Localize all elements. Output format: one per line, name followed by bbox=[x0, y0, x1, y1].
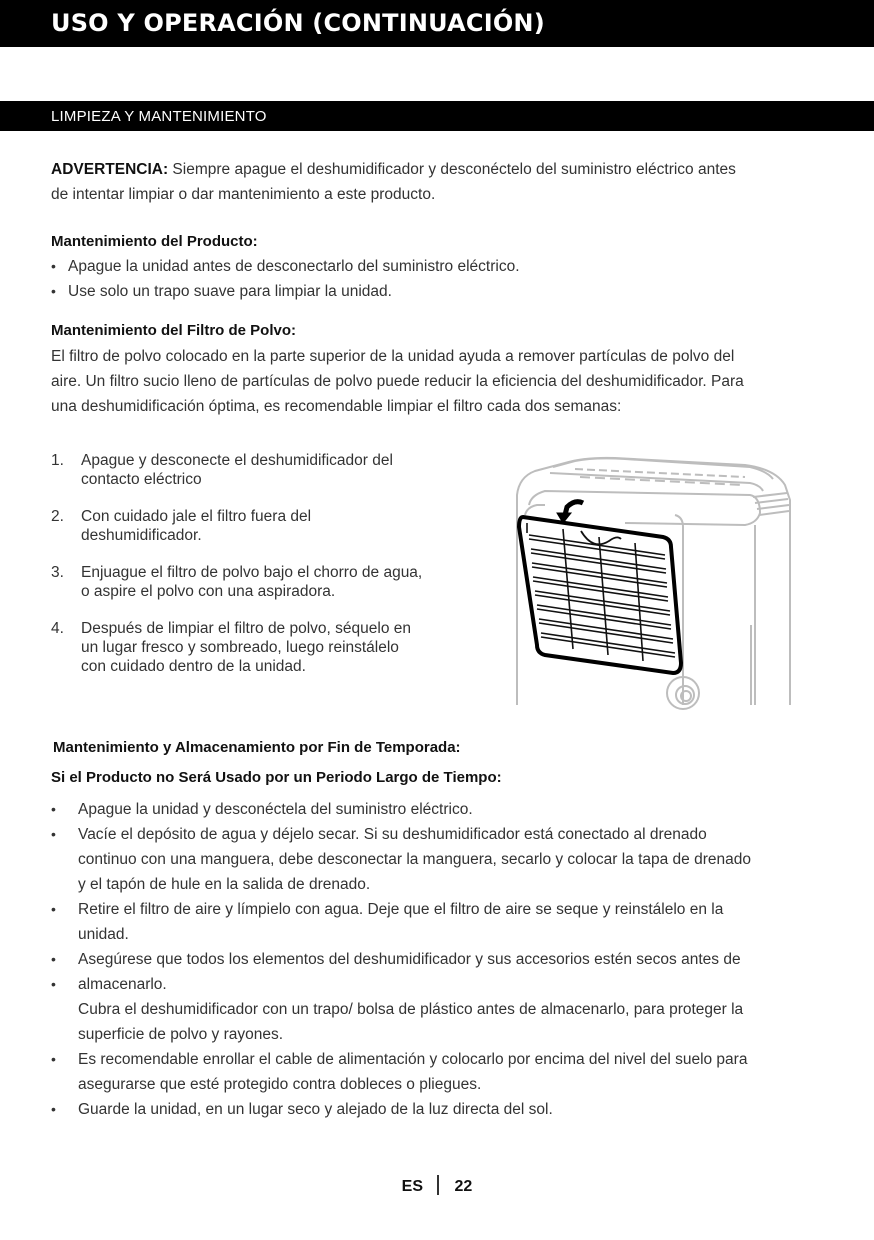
bullet-icon: • bbox=[51, 1101, 56, 1117]
bullet-icon: • bbox=[51, 951, 56, 967]
filter-maintenance-paragraph bbox=[51, 344, 831, 419]
list-item: • Asegúrese que todos los elementos del deshumidificador y sus accesorios estén secos antes de bbox=[51, 947, 841, 972]
step-text: Apague y desconecte el deshumidificador del bbox=[81, 452, 393, 469]
warning-label: ADVERTENCIA: bbox=[51, 161, 169, 178]
step-text: contacto eléctrico bbox=[81, 471, 202, 488]
step-item bbox=[51, 451, 471, 489]
bullet-icon: • bbox=[51, 976, 56, 992]
paragraph-line: El filtro de polvo colocado en la parte superior de la unidad ayuda a remover partículas de polvo del bbox=[51, 348, 735, 365]
list-item: • Apague la unidad antes de desconectarlo del suministro eléctrico. bbox=[51, 254, 520, 279]
page-header bbox=[0, 0, 874, 47]
step-number: 1. bbox=[51, 452, 64, 469]
page-footer bbox=[0, 1178, 874, 1196]
step-text: deshumidificador. bbox=[81, 527, 202, 544]
warning-text-line2: de intentar limpiar o dar mantenimiento a este producto. bbox=[51, 186, 436, 203]
step-text: Después de limpiar el filtro de polvo, séquelo en bbox=[81, 620, 411, 637]
step-text: un lugar fresco y sombreado, luego reinstálelo bbox=[81, 639, 399, 656]
list-item: • Vacíe el depósito de agua y déjelo secar. Si su deshumidificador está conectado al drenado continuo con una manguera, debe desconectar la manguera, secarlo y colocar la tapa de drenado y el tapón de hule en la salida de drenado. bbox=[51, 822, 841, 897]
language-label: ES bbox=[401, 1178, 424, 1195]
bullet-icon: • bbox=[51, 826, 56, 842]
page-title: USO Y OPERACIÓN (CONTINUACIÓN) bbox=[51, 9, 545, 37]
step-text: Enjuague el filtro de polvo bajo el chorro de agua, bbox=[81, 564, 423, 581]
list-item: • almacenarlo. Cubra el deshumidificador con un trapo/ bolsa de plástico antes de almacenarlo, para proteger la superficie de polvo y rayones. bbox=[51, 972, 841, 1047]
warning-text-line1: Siempre apague el deshumidificador y desconéctelo del suministro eléctrico antes bbox=[168, 161, 736, 178]
dehumidifier-icon bbox=[505, 455, 805, 710]
paragraph-line: una deshumidificación óptima, es recomendable limpiar el filtro cada dos semanas: bbox=[51, 398, 622, 415]
footer-divider bbox=[437, 1175, 439, 1195]
paragraph-line: aire. Un filtro sucio lleno de partículas de polvo puede reducir la eficiencia del deshumidificador. Para bbox=[51, 373, 744, 390]
step-text: Con cuidado jale el filtro fuera del bbox=[81, 508, 312, 525]
step-item bbox=[51, 563, 471, 601]
step-item bbox=[51, 619, 471, 676]
list-item: • Apague la unidad y desconéctela del suministro eléctrico. bbox=[51, 797, 841, 822]
step-text: o aspire el polvo con una aspiradora. bbox=[81, 583, 336, 600]
filter-cleaning-steps bbox=[51, 451, 471, 694]
list-item: • Es recomendable enrollar el cable de alimentación y colocarlo por encima del nivel del suelo para asegurarse que esté protegido contra dobleces o pliegues. bbox=[51, 1047, 841, 1097]
step-text: con cuidado dentro de la unidad. bbox=[81, 658, 306, 675]
bullet-icon: • bbox=[51, 283, 56, 299]
bullet-icon: • bbox=[51, 258, 56, 274]
dehumidifier-filter-illustration bbox=[505, 455, 805, 710]
list-item: • Use solo un trapo suave para limpiar la unidad. bbox=[51, 279, 392, 304]
season-end-subheading: Si el Producto no Será Usado por un Periodo Largo de Tiempo: bbox=[51, 769, 502, 786]
warning-paragraph bbox=[51, 157, 831, 207]
step-number: 2. bbox=[51, 508, 64, 525]
bullet-icon: • bbox=[51, 801, 56, 817]
step-item bbox=[51, 507, 471, 545]
page-number: 22 bbox=[454, 1178, 473, 1195]
bullet-icon: • bbox=[51, 1051, 56, 1067]
product-maintenance-heading: Mantenimiento del Producto: bbox=[51, 233, 258, 250]
bullet-icon: • bbox=[51, 901, 56, 917]
section-title: LIMPIEZA Y MANTENIMIENTO bbox=[51, 108, 267, 125]
filter-maintenance-heading: Mantenimiento del Filtro de Polvo: bbox=[51, 322, 297, 339]
step-number: 4. bbox=[51, 620, 64, 637]
step-number: 3. bbox=[51, 564, 64, 581]
section-header bbox=[0, 101, 874, 131]
list-item: • Retire el filtro de aire y límpielo con agua. Deje que el filtro de aire se seque y reinstálelo en la unidad. bbox=[51, 897, 841, 947]
season-end-heading: Mantenimiento y Almacenamiento por Fin de Temporada: bbox=[53, 739, 461, 756]
list-item: • Guarde la unidad, en un lugar seco y alejado de la luz directa del sol. bbox=[51, 1097, 841, 1122]
